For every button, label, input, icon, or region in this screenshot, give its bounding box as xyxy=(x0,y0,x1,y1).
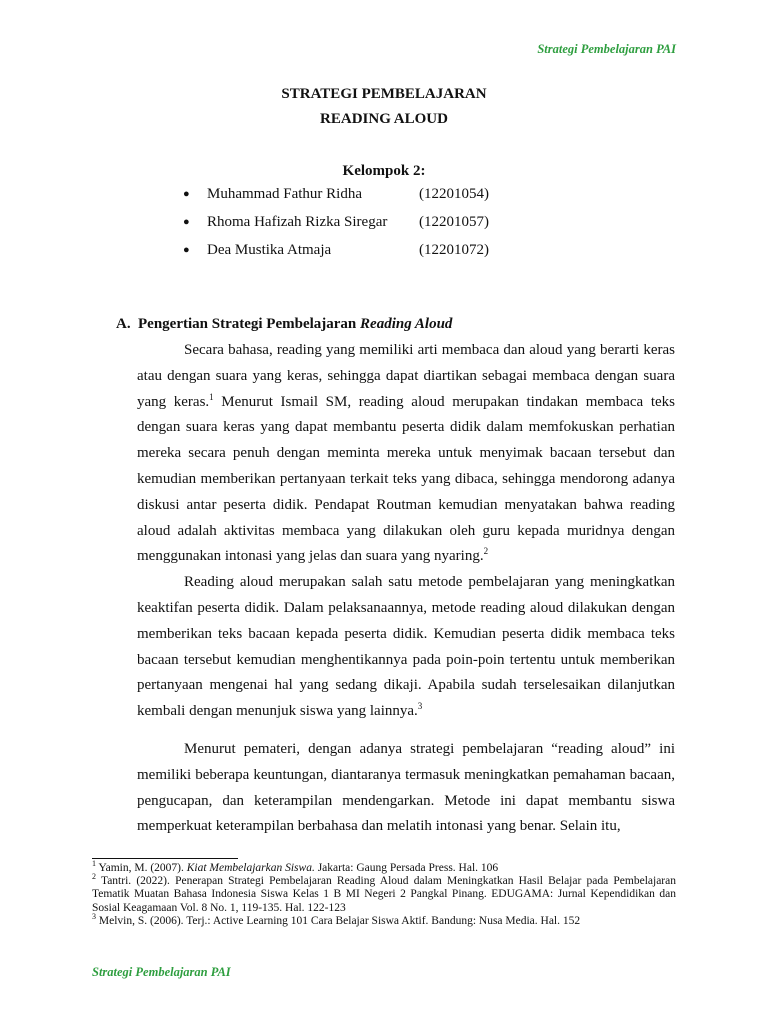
list-item xyxy=(183,208,523,236)
list-item xyxy=(183,180,523,208)
member-list xyxy=(183,180,523,264)
member-name: Rhoma Hafizah Rizka Siregar xyxy=(207,214,388,230)
paragraph xyxy=(137,737,675,840)
member-name: Muhammad Fathur Ridha xyxy=(207,186,362,202)
paragraph xyxy=(137,570,675,725)
footnote-text: Yamin, M. (2007). xyxy=(96,862,187,874)
bullet-icon: ● xyxy=(183,216,190,228)
footnote-title: Kiat Membelajarkan Siswa. xyxy=(186,862,315,874)
footnote-text: Jakarta: Gaung Persada Press. Hal. 106 xyxy=(314,862,499,874)
footnote xyxy=(92,872,676,915)
section-body xyxy=(137,338,675,840)
paragraph-text: Reading aloud merupakan salah satu metode pembelajaran yang meningkatkan keaktifan peserta didik. Dalam pelaksanaannya, metode reading aloud dilakukan dengan memberikan teks bacaan kepada peserta didik. Kemudian peserta didik membaca teks bacaan tersebut kemudian menghentikannya pada poin-poin tertentu untuk memberikan pertanyaan mengenai hal yang sedang dikaji. Apabila sudah terselesaikan dilanjutkan kembali dengan menunjuk siswa yang lainnya. xyxy=(137,574,675,720)
section-heading-italic: Reading Aloud xyxy=(360,316,453,332)
member-id: (12201054) xyxy=(419,186,489,202)
footnote-text: Tantri. (2022). Penerapan Strategi Pembelajaran Reading Aloud dalam Meningkatkan Hasil Belajar pada Pembelajaran Tematik Muatan Bahasa Indonesia Siswa Kelas 1 B MI Negeri 2 Pangkal Pinang. EDUGAMA: Jurnal Kependidikan dan Sosial Keagamaan Vol. 8 No. 1, 119-135. Hal. 122-123 xyxy=(92,875,676,914)
footnote xyxy=(92,911,676,928)
paragraph-text: Secara bahasa, reading yang memiliki arti membaca dan aloud yang berarti keras atau dengan suara yang keras, sehingga dapat diartikan sebagai membaca dengan suara yang keras. xyxy=(137,342,675,410)
footnote-text: Melvin, S. (2006). Terj.: Active Learning 101 Cara Belajar Siswa Aktif. Bandung: Nusa Media. Hal. 152 xyxy=(96,914,581,927)
footnote xyxy=(92,859,676,875)
section-heading xyxy=(116,316,452,333)
bullet-icon: ● xyxy=(183,244,190,256)
section-heading-text: Pengertian Strategi Pembelajaran xyxy=(138,316,361,332)
member-name: Dea Mustika Atmaja xyxy=(207,242,332,258)
member-id: (12201057) xyxy=(419,214,489,230)
running-footer: Strategi Pembelajaran PAI xyxy=(92,965,231,979)
footnote-divider xyxy=(92,858,238,859)
document-subtitle: READING ALOUD xyxy=(320,111,448,127)
footnote-ref: 1 xyxy=(209,391,214,402)
footnote-ref: 2 xyxy=(483,546,489,557)
bullet-icon: ● xyxy=(183,188,190,200)
footnote-number: 3 xyxy=(92,911,96,921)
section-letter: A. xyxy=(116,316,131,332)
paragraph-text: Menurut pemateri, dengan adanya strategi pembelajaran “reading aloud” ini memiliki beberapa keuntungan, diantaranya termasuk meningkatkan pemahaman bacaan, pengucapan, dan keterampilan mendengarkan. Metode ini dapat membantu siswa memperkuat keterampilan berbahasa dan melatih intonasi yang benar. Selain itu, xyxy=(137,740,675,835)
document-title: STRATEGI PEMBELAJARAN xyxy=(281,86,487,102)
paragraph xyxy=(137,338,675,570)
list-item xyxy=(183,236,523,264)
running-header: Strategi Pembelajaran PAI xyxy=(537,42,676,56)
paragraph-text: Menurut Ismail SM, reading aloud merupakan tindakan membaca teks dengan suara keras yang dapat membantu peserta didik dalam memfokuskan perhatian mereka secara penuh dengan meminta mereka untuk menyimak bacaan tersebut dan kemudian memberikan pertanyaan terkait teks yang dibaca, sehingga mendorong adanya diskusi antar peserta didik. Pendapat Routman kemudian menyatakan bahwa reading aloud adalah aktivitas membaca yang dilakukan oleh guru kepada muridnya dengan menggunakan intonasi yang jelas dan suara yang nyaring. xyxy=(137,393,675,565)
footnotes xyxy=(92,859,676,928)
footnote-ref: 3 xyxy=(417,701,423,712)
group-heading: Kelompok 2: xyxy=(342,163,426,179)
member-id: (12201072) xyxy=(419,242,489,258)
footnote-number: 1 xyxy=(92,859,96,869)
footnote-number: 2 xyxy=(92,872,96,882)
